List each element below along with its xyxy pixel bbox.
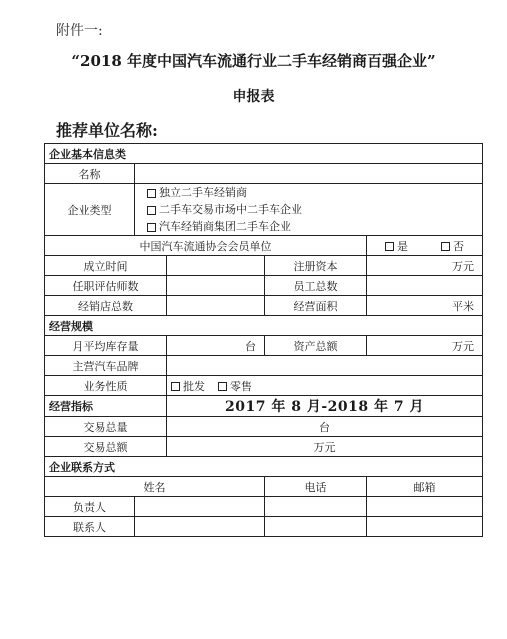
section-basic-info: 企业基本信息类 [45, 144, 483, 164]
owner-name-field[interactable] [135, 497, 265, 517]
contact-person-name-field[interactable] [135, 517, 265, 537]
type-option-independent[interactable]: 独立二手车经销商 [147, 184, 478, 201]
company-type-label: 企业类型 [45, 184, 135, 236]
capital-label: 注册资本 [265, 256, 367, 276]
business-label: 业务性质 [45, 376, 167, 396]
document-title: “2018 年度中国汽车流通行业二手车经销商百强企业” [71, 52, 436, 70]
checkbox-icon[interactable] [147, 206, 156, 215]
checkbox-icon[interactable] [147, 189, 156, 198]
stores-label: 经销店总数 [45, 296, 167, 316]
volume-unit: 台 [167, 417, 483, 437]
area-unit: 平米 [367, 296, 483, 316]
member-unit-label: 中国汽车流通协会会员单位 [45, 236, 367, 256]
member-yes-label: 是 [397, 239, 409, 253]
attachment-label: 附件一: [56, 23, 103, 39]
type-option-dealer-group[interactable]: 汽车经销商集团二手车企业 [147, 218, 478, 235]
assets-unit: 万元 [367, 336, 483, 356]
application-form-table [44, 143, 483, 537]
contact-name-header: 姓名 [45, 477, 265, 497]
brands-label: 主营汽车品牌 [45, 356, 167, 376]
company-name-label: 名称 [45, 164, 135, 184]
recommending-unit-label: 推荐单位名称: [56, 121, 158, 140]
member-choice [367, 236, 483, 256]
contact-email-header: 邮箱 [367, 477, 483, 497]
document-subtitle: 申报表 [232, 89, 275, 105]
section-scale: 经营规模 [45, 316, 483, 336]
brands-field[interactable] [167, 356, 483, 376]
indicator-period: 2017 年 8 月-2018 年 7 月 [167, 396, 483, 417]
wholesale-label: 批发 [183, 379, 205, 393]
area-label: 经营面积 [265, 296, 367, 316]
checkbox-wholesale-icon[interactable] [171, 382, 180, 391]
appraisers-field[interactable] [167, 276, 265, 296]
checkbox-retail-icon[interactable] [218, 382, 227, 391]
owner-label: 负责人 [45, 497, 135, 517]
retail-label: 零售 [230, 379, 252, 393]
company-name-field[interactable] [135, 164, 483, 184]
checkbox-icon[interactable] [147, 223, 156, 232]
owner-email-field[interactable] [367, 497, 483, 517]
capital-unit: 万元 [367, 256, 483, 276]
contact-person-email-field[interactable] [367, 517, 483, 537]
stores-field[interactable] [167, 296, 265, 316]
amount-unit: 万元 [167, 437, 483, 457]
checkbox-no-icon[interactable] [441, 242, 450, 251]
owner-phone-field[interactable] [265, 497, 367, 517]
employees-label: 员工总数 [265, 276, 367, 296]
volume-label: 交易总量 [45, 417, 167, 437]
section-indicators: 经营指标 [45, 396, 167, 417]
employees-field[interactable] [367, 276, 483, 296]
contact-phone-header: 电话 [265, 477, 367, 497]
inventory-unit: 台 [167, 336, 265, 356]
established-label: 成立时间 [45, 256, 167, 276]
established-field[interactable] [167, 256, 265, 276]
type-option-market[interactable]: 二手车交易市场中二手车企业 [147, 201, 478, 218]
contact-person-phone-field[interactable] [265, 517, 367, 537]
section-contact: 企业联系方式 [45, 457, 483, 477]
amount-label: 交易总额 [45, 437, 167, 457]
contact-person-label: 联系人 [45, 517, 135, 537]
company-type-options [135, 184, 483, 236]
checkbox-yes-icon[interactable] [385, 242, 394, 251]
assets-label: 资产总额 [265, 336, 367, 356]
inventory-label: 月平均库存量 [45, 336, 167, 356]
business-options [167, 376, 483, 396]
appraisers-label: 任职评估师数 [45, 276, 167, 296]
member-no-label: 否 [453, 239, 465, 253]
